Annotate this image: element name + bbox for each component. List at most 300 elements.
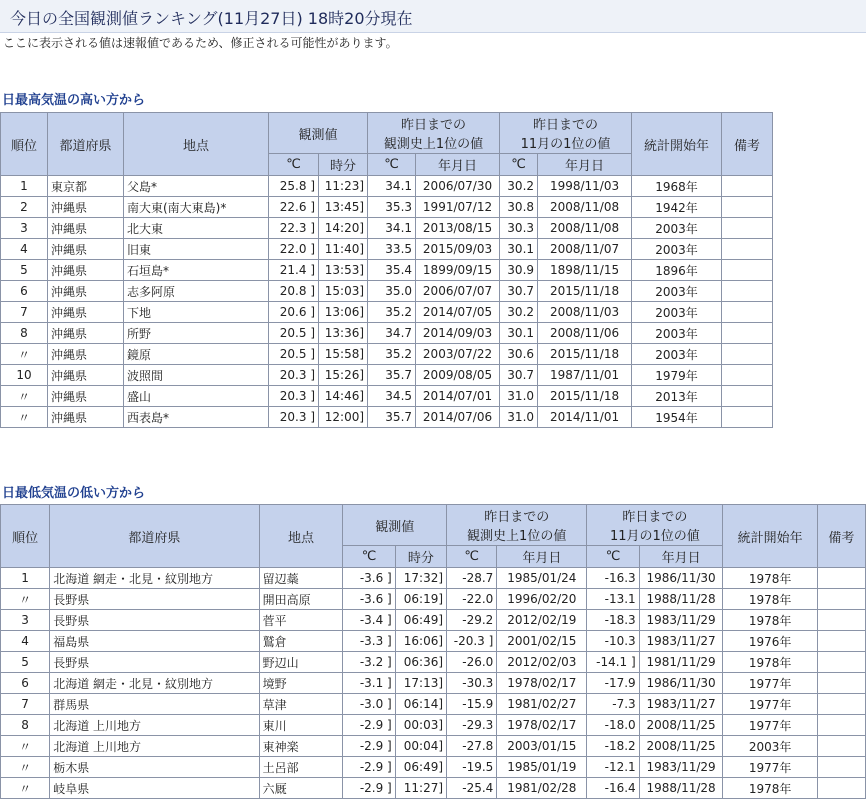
cell-start-year: 1942年 — [632, 197, 722, 218]
cell-start-year: 1978年 — [723, 589, 817, 610]
cell-rank: 7 — [1, 694, 50, 715]
table-row — [1, 218, 773, 239]
col-rank: 順位 — [1, 113, 48, 176]
cell-time: 15:03] — [319, 281, 368, 302]
cell-prefecture: 北海道 上川地方 — [50, 736, 259, 757]
cell-time: 11:27] — [395, 778, 446, 799]
cell-observed: 20.5 ] — [269, 323, 319, 344]
table-row — [1, 197, 773, 218]
cell-start-year: 1976年 — [723, 631, 817, 652]
table-row — [1, 407, 773, 428]
cell-historic-value: -26.0 — [447, 652, 497, 673]
cell-november-date: 1981/11/29 — [639, 652, 723, 673]
cell-start-year: 2003年 — [632, 218, 722, 239]
cell-point: 盛山 — [124, 386, 269, 407]
table-row — [1, 176, 773, 197]
cell-historic-value: 35.7 — [368, 407, 416, 428]
cell-historic-value: 35.2 — [368, 344, 416, 365]
cell-observed: -3.0 ] — [343, 694, 395, 715]
col-hist-date: 年月日 — [497, 546, 587, 568]
cell-november-value: 30.2 — [500, 302, 538, 323]
table-row — [1, 778, 866, 799]
col-point: 地点 — [124, 113, 269, 176]
cell-historic-value: -30.3 — [447, 673, 497, 694]
cell-historic-date: 1991/07/12 — [416, 197, 500, 218]
cell-historic-value: 34.1 — [368, 218, 416, 239]
cell-point: 父島* — [124, 176, 269, 197]
cell-time: 14:46] — [319, 386, 368, 407]
cell-time: 14:20] — [319, 218, 368, 239]
cell-observed: -2.9 ] — [343, 736, 395, 757]
table-row — [1, 323, 773, 344]
cell-november-value: -18.3 — [587, 610, 639, 631]
col-november: 昨日までの 11月の1位の値 — [500, 113, 632, 154]
cell-start-year: 1954年 — [632, 407, 722, 428]
cell-remarks — [817, 652, 865, 673]
table-row — [1, 589, 866, 610]
cell-time: 12:00] — [319, 407, 368, 428]
cell-point: 六厩 — [259, 778, 343, 799]
cell-time: 11:40] — [319, 239, 368, 260]
cell-historic-date: 1985/01/19 — [497, 757, 587, 778]
col-obs-time: 時分 — [319, 154, 368, 176]
cell-historic-date: 2014/07/05 — [416, 302, 500, 323]
cell-start-year: 2013年 — [632, 386, 722, 407]
cell-observed: -3.3 ] — [343, 631, 395, 652]
cell-remarks — [722, 323, 773, 344]
col-start-year: 統計開始年 — [632, 113, 722, 176]
cell-prefecture: 東京都 — [48, 176, 124, 197]
table-row — [1, 260, 773, 281]
cell-remarks — [817, 715, 865, 736]
cell-remarks — [722, 197, 773, 218]
cell-observed: -2.9 ] — [343, 778, 395, 799]
cell-prefecture: 栃木県 — [50, 757, 259, 778]
cell-observed: -3.2 ] — [343, 652, 395, 673]
cell-point: 波照間 — [124, 365, 269, 386]
cell-time: 11:23] — [319, 176, 368, 197]
cell-historic-date: 2014/07/01 — [416, 386, 500, 407]
cell-november-date: 1987/11/01 — [538, 365, 632, 386]
cell-november-value: 30.7 — [500, 281, 538, 302]
cell-prefecture: 沖縄県 — [48, 218, 124, 239]
cell-historic-value: -15.9 — [447, 694, 497, 715]
cell-remarks — [722, 407, 773, 428]
table-row — [1, 365, 773, 386]
cell-historic-date: 1981/02/27 — [497, 694, 587, 715]
cell-historic-value: 35.2 — [368, 302, 416, 323]
table-row — [1, 736, 866, 757]
table-row — [1, 302, 773, 323]
cell-remarks — [722, 260, 773, 281]
cell-november-value: 30.1 — [500, 323, 538, 344]
cell-point: 下地 — [124, 302, 269, 323]
cell-historic-date: 2006/07/07 — [416, 281, 500, 302]
cell-prefecture: 北海道 網走・北見・紋別地方 — [50, 568, 259, 589]
cell-historic-value: -20.3 ] — [447, 631, 497, 652]
cell-rank: 5 — [1, 260, 48, 281]
cell-november-value: -14.1 ] — [587, 652, 639, 673]
cell-rank: 〃 — [1, 386, 48, 407]
col-prefecture: 都道府県 — [50, 505, 259, 568]
cell-november-date: 2008/11/25 — [639, 715, 723, 736]
cell-observed: 20.8 ] — [269, 281, 319, 302]
cell-november-date: 1983/11/29 — [639, 757, 723, 778]
cell-historic-value: 33.5 — [368, 239, 416, 260]
cell-rank: 4 — [1, 239, 48, 260]
cell-historic-value: 35.3 — [368, 197, 416, 218]
cell-november-date: 1986/11/30 — [639, 673, 723, 694]
cell-remarks — [817, 568, 865, 589]
cell-time: 15:58] — [319, 344, 368, 365]
cell-rank: 1 — [1, 568, 50, 589]
col-november: 昨日までの 11月の1位の値 — [587, 505, 723, 546]
cell-point: 土呂部 — [259, 757, 343, 778]
col-point: 地点 — [259, 505, 343, 568]
low-section-heading: 日最低気温の低い方から — [2, 486, 146, 501]
cell-prefecture: 沖縄県 — [48, 239, 124, 260]
cell-point: 志多阿原 — [124, 281, 269, 302]
cell-start-year: 1979年 — [632, 365, 722, 386]
cell-remarks — [722, 302, 773, 323]
cell-november-value: 30.1 — [500, 239, 538, 260]
cell-start-year: 2003年 — [632, 323, 722, 344]
cell-remarks — [817, 610, 865, 631]
cell-historic-value: 34.7 — [368, 323, 416, 344]
cell-start-year: 1978年 — [723, 610, 817, 631]
col-nov-deg: ℃ — [587, 546, 639, 568]
cell-historic-date: 2001/02/15 — [497, 631, 587, 652]
cell-point: 境野 — [259, 673, 343, 694]
cell-time: 00:03] — [395, 715, 446, 736]
cell-prefecture: 沖縄県 — [48, 302, 124, 323]
cell-november-value: -18.0 — [587, 715, 639, 736]
cell-time: 06:36] — [395, 652, 446, 673]
cell-november-date: 2015/11/18 — [538, 281, 632, 302]
col-nov-deg: ℃ — [500, 154, 538, 176]
page-title: 今日の全国観測値ランキング(11月27日) 18時20分現在 — [10, 9, 413, 28]
col-historic: 昨日までの 観測史上1位の値 — [368, 113, 500, 154]
col-hist-deg: ℃ — [368, 154, 416, 176]
cell-point: 所野 — [124, 323, 269, 344]
cell-observed: 20.3 ] — [269, 386, 319, 407]
cell-observed: -3.4 ] — [343, 610, 395, 631]
cell-historic-value: -22.0 — [447, 589, 497, 610]
cell-prefecture: 沖縄県 — [48, 260, 124, 281]
cell-remarks — [817, 757, 865, 778]
cell-prefecture: 北海道 上川地方 — [50, 715, 259, 736]
cell-november-value: 30.7 — [500, 365, 538, 386]
table-row — [1, 694, 866, 715]
cell-november-date: 1983/11/27 — [639, 631, 723, 652]
disclaimer-note: ここに表示される値は速報値であるため、修正される可能性があります。 — [3, 36, 398, 50]
col-hist-date: 年月日 — [416, 154, 500, 176]
cell-remarks — [817, 778, 865, 799]
cell-remarks — [722, 176, 773, 197]
cell-start-year: 1978年 — [723, 568, 817, 589]
cell-observed: -3.1 ] — [343, 673, 395, 694]
cell-time: 13:36] — [319, 323, 368, 344]
cell-rank: 〃 — [1, 589, 50, 610]
cell-historic-value: 34.5 — [368, 386, 416, 407]
cell-observed: 20.5 ] — [269, 344, 319, 365]
cell-prefecture: 長野県 — [50, 589, 259, 610]
cell-prefecture: 長野県 — [50, 610, 259, 631]
cell-observed: -3.6 ] — [343, 589, 395, 610]
cell-point: 石垣島* — [124, 260, 269, 281]
cell-start-year: 1977年 — [723, 757, 817, 778]
cell-november-date: 1988/11/28 — [639, 589, 723, 610]
table-row — [1, 386, 773, 407]
cell-november-date: 1988/11/28 — [639, 778, 723, 799]
cell-prefecture: 沖縄県 — [48, 323, 124, 344]
col-prefecture: 都道府県 — [48, 113, 124, 176]
col-obs-deg: ℃ — [343, 546, 395, 568]
cell-start-year: 1977年 — [723, 694, 817, 715]
cell-point: 菅平 — [259, 610, 343, 631]
cell-point: 旧東 — [124, 239, 269, 260]
col-obs-time: 時分 — [395, 546, 446, 568]
cell-remarks — [817, 589, 865, 610]
cell-historic-date: 2003/01/15 — [497, 736, 587, 757]
cell-historic-value: -28.7 — [447, 568, 497, 589]
cell-historic-date: 2012/02/03 — [497, 652, 587, 673]
cell-time: 00:04] — [395, 736, 446, 757]
cell-observed: 22.3 ] — [269, 218, 319, 239]
cell-november-date: 1983/11/29 — [639, 610, 723, 631]
cell-point: 東川 — [259, 715, 343, 736]
col-historic: 昨日までの 観測史上1位の値 — [447, 505, 587, 546]
cell-november-value: 31.0 — [500, 386, 538, 407]
cell-november-value: -18.2 — [587, 736, 639, 757]
cell-november-date: 2015/11/18 — [538, 386, 632, 407]
cell-november-value: 30.6 — [500, 344, 538, 365]
cell-rank: 〃 — [1, 736, 50, 757]
cell-time: 06:49] — [395, 757, 446, 778]
cell-prefecture: 福島県 — [50, 631, 259, 652]
cell-observed: -3.6 ] — [343, 568, 395, 589]
cell-start-year: 1977年 — [723, 715, 817, 736]
cell-rank: 7 — [1, 302, 48, 323]
cell-historic-value: -29.2 — [447, 610, 497, 631]
cell-time: 17:13] — [395, 673, 446, 694]
cell-point: 開田高原 — [259, 589, 343, 610]
cell-observed: -2.9 ] — [343, 715, 395, 736]
table-row — [1, 715, 866, 736]
cell-prefecture: 群馬県 — [50, 694, 259, 715]
cell-start-year: 1978年 — [723, 652, 817, 673]
cell-november-date: 2008/11/25 — [639, 736, 723, 757]
cell-november-value: 30.9 — [500, 260, 538, 281]
cell-rank: 1 — [1, 176, 48, 197]
cell-november-date: 1898/11/15 — [538, 260, 632, 281]
cell-november-value: -7.3 — [587, 694, 639, 715]
cell-november-date: 2008/11/03 — [538, 302, 632, 323]
cell-november-value: 30.2 — [500, 176, 538, 197]
cell-start-year: 1896年 — [632, 260, 722, 281]
cell-november-date: 2008/11/08 — [538, 197, 632, 218]
col-start-year: 統計開始年 — [723, 505, 817, 568]
high-section-heading: 日最高気温の高い方から — [2, 93, 146, 108]
cell-rank: 8 — [1, 715, 50, 736]
cell-time: 13:53] — [319, 260, 368, 281]
cell-historic-date: 1985/01/24 — [497, 568, 587, 589]
table-row — [1, 281, 773, 302]
cell-time: 15:26] — [319, 365, 368, 386]
cell-november-date: 2008/11/08 — [538, 218, 632, 239]
cell-rank: 3 — [1, 610, 50, 631]
table-row — [1, 631, 866, 652]
cell-november-value: -12.1 — [587, 757, 639, 778]
cell-start-year: 2003年 — [632, 281, 722, 302]
cell-remarks — [722, 218, 773, 239]
cell-remarks — [722, 386, 773, 407]
cell-historic-date: 1978/02/17 — [497, 673, 587, 694]
cell-point: 鏡原 — [124, 344, 269, 365]
table-row — [1, 239, 773, 260]
col-nov-date: 年月日 — [538, 154, 632, 176]
cell-historic-date: 2013/08/15 — [416, 218, 500, 239]
table-row — [1, 673, 866, 694]
cell-observed: 25.8 ] — [269, 176, 319, 197]
page-header — [0, 0, 866, 33]
cell-time: 16:06] — [395, 631, 446, 652]
cell-november-date: 2008/11/06 — [538, 323, 632, 344]
cell-point: 野辺山 — [259, 652, 343, 673]
cell-observed: -2.9 ] — [343, 757, 395, 778]
cell-historic-value: 34.1 — [368, 176, 416, 197]
cell-start-year: 1977年 — [723, 673, 817, 694]
cell-historic-date: 1996/02/20 — [497, 589, 587, 610]
cell-prefecture: 沖縄県 — [48, 197, 124, 218]
cell-historic-date: 2006/07/30 — [416, 176, 500, 197]
table-row — [1, 610, 866, 631]
cell-historic-date: 1978/02/17 — [497, 715, 587, 736]
cell-historic-value: -25.4 — [447, 778, 497, 799]
cell-prefecture: 沖縄県 — [48, 281, 124, 302]
cell-start-year: 2003年 — [632, 302, 722, 323]
cell-observed: 22.6 ] — [269, 197, 319, 218]
cell-rank: 6 — [1, 673, 50, 694]
cell-prefecture: 長野県 — [50, 652, 259, 673]
cell-historic-date: 2014/07/06 — [416, 407, 500, 428]
cell-rank: 〃 — [1, 778, 50, 799]
cell-time: 13:45] — [319, 197, 368, 218]
cell-november-date: 1983/11/27 — [639, 694, 723, 715]
table-row — [1, 652, 866, 673]
col-nov-date: 年月日 — [639, 546, 723, 568]
col-remarks: 備考 — [722, 113, 773, 176]
cell-remarks — [817, 631, 865, 652]
cell-prefecture: 沖縄県 — [48, 365, 124, 386]
cell-rank: 10 — [1, 365, 48, 386]
cell-point: 草津 — [259, 694, 343, 715]
cell-november-value: -13.1 — [587, 589, 639, 610]
col-observed: 観測値 — [343, 505, 447, 546]
cell-rank: 5 — [1, 652, 50, 673]
cell-point: 南大東(南大東島)* — [124, 197, 269, 218]
cell-point: 鷲倉 — [259, 631, 343, 652]
cell-november-value: 30.3 — [500, 218, 538, 239]
cell-historic-date: 2012/02/19 — [497, 610, 587, 631]
cell-point: 留辺蘂 — [259, 568, 343, 589]
low-temp-table — [0, 504, 866, 799]
cell-historic-date: 2003/07/22 — [416, 344, 500, 365]
table-row — [1, 344, 773, 365]
cell-start-year: 2003年 — [723, 736, 817, 757]
high-temp-table — [0, 112, 773, 428]
cell-prefecture: 岐阜県 — [50, 778, 259, 799]
cell-november-value: -17.9 — [587, 673, 639, 694]
cell-november-value: -16.4 — [587, 778, 639, 799]
cell-november-date: 1986/11/30 — [639, 568, 723, 589]
cell-prefecture: 沖縄県 — [48, 407, 124, 428]
cell-observed: 20.3 ] — [269, 407, 319, 428]
cell-remarks — [722, 281, 773, 302]
cell-prefecture: 沖縄県 — [48, 386, 124, 407]
cell-observed: 20.6 ] — [269, 302, 319, 323]
cell-november-date: 2015/11/18 — [538, 344, 632, 365]
table-row — [1, 568, 866, 589]
cell-rank: 〃 — [1, 344, 48, 365]
cell-time: 06:49] — [395, 610, 446, 631]
cell-historic-value: 35.7 — [368, 365, 416, 386]
cell-historic-date: 1899/09/15 — [416, 260, 500, 281]
cell-start-year: 1978年 — [723, 778, 817, 799]
cell-november-value: 30.8 — [500, 197, 538, 218]
cell-start-year: 2003年 — [632, 239, 722, 260]
cell-remarks — [722, 239, 773, 260]
cell-time: 13:06] — [319, 302, 368, 323]
cell-remarks — [722, 365, 773, 386]
cell-historic-date: 2014/09/03 — [416, 323, 500, 344]
cell-historic-value: -19.5 — [447, 757, 497, 778]
cell-time: 06:19] — [395, 589, 446, 610]
cell-historic-date: 1981/02/28 — [497, 778, 587, 799]
cell-rank: 3 — [1, 218, 48, 239]
cell-observed: 21.4 ] — [269, 260, 319, 281]
cell-remarks — [817, 673, 865, 694]
cell-start-year: 1968年 — [632, 176, 722, 197]
cell-rank: 6 — [1, 281, 48, 302]
cell-point: 西表島* — [124, 407, 269, 428]
cell-november-value: -10.3 — [587, 631, 639, 652]
col-hist-deg: ℃ — [447, 546, 497, 568]
cell-remarks — [722, 344, 773, 365]
cell-historic-date: 2015/09/03 — [416, 239, 500, 260]
cell-november-value: -16.3 — [587, 568, 639, 589]
cell-point: 北大東 — [124, 218, 269, 239]
col-rank: 順位 — [1, 505, 50, 568]
cell-historic-value: 35.0 — [368, 281, 416, 302]
cell-historic-date: 2009/08/05 — [416, 365, 500, 386]
cell-remarks — [817, 736, 865, 757]
cell-historic-value: -27.8 — [447, 736, 497, 757]
col-obs-deg: ℃ — [269, 154, 319, 176]
cell-rank: 〃 — [1, 757, 50, 778]
cell-prefecture: 沖縄県 — [48, 344, 124, 365]
cell-november-date: 1998/11/03 — [538, 176, 632, 197]
col-remarks: 備考 — [817, 505, 865, 568]
cell-point: 東神楽 — [259, 736, 343, 757]
cell-historic-value: -29.3 — [447, 715, 497, 736]
cell-remarks — [817, 694, 865, 715]
cell-time: 06:14] — [395, 694, 446, 715]
cell-november-date: 2008/11/07 — [538, 239, 632, 260]
cell-november-date: 2014/11/01 — [538, 407, 632, 428]
cell-time: 17:32] — [395, 568, 446, 589]
col-observed: 観測値 — [269, 113, 368, 154]
